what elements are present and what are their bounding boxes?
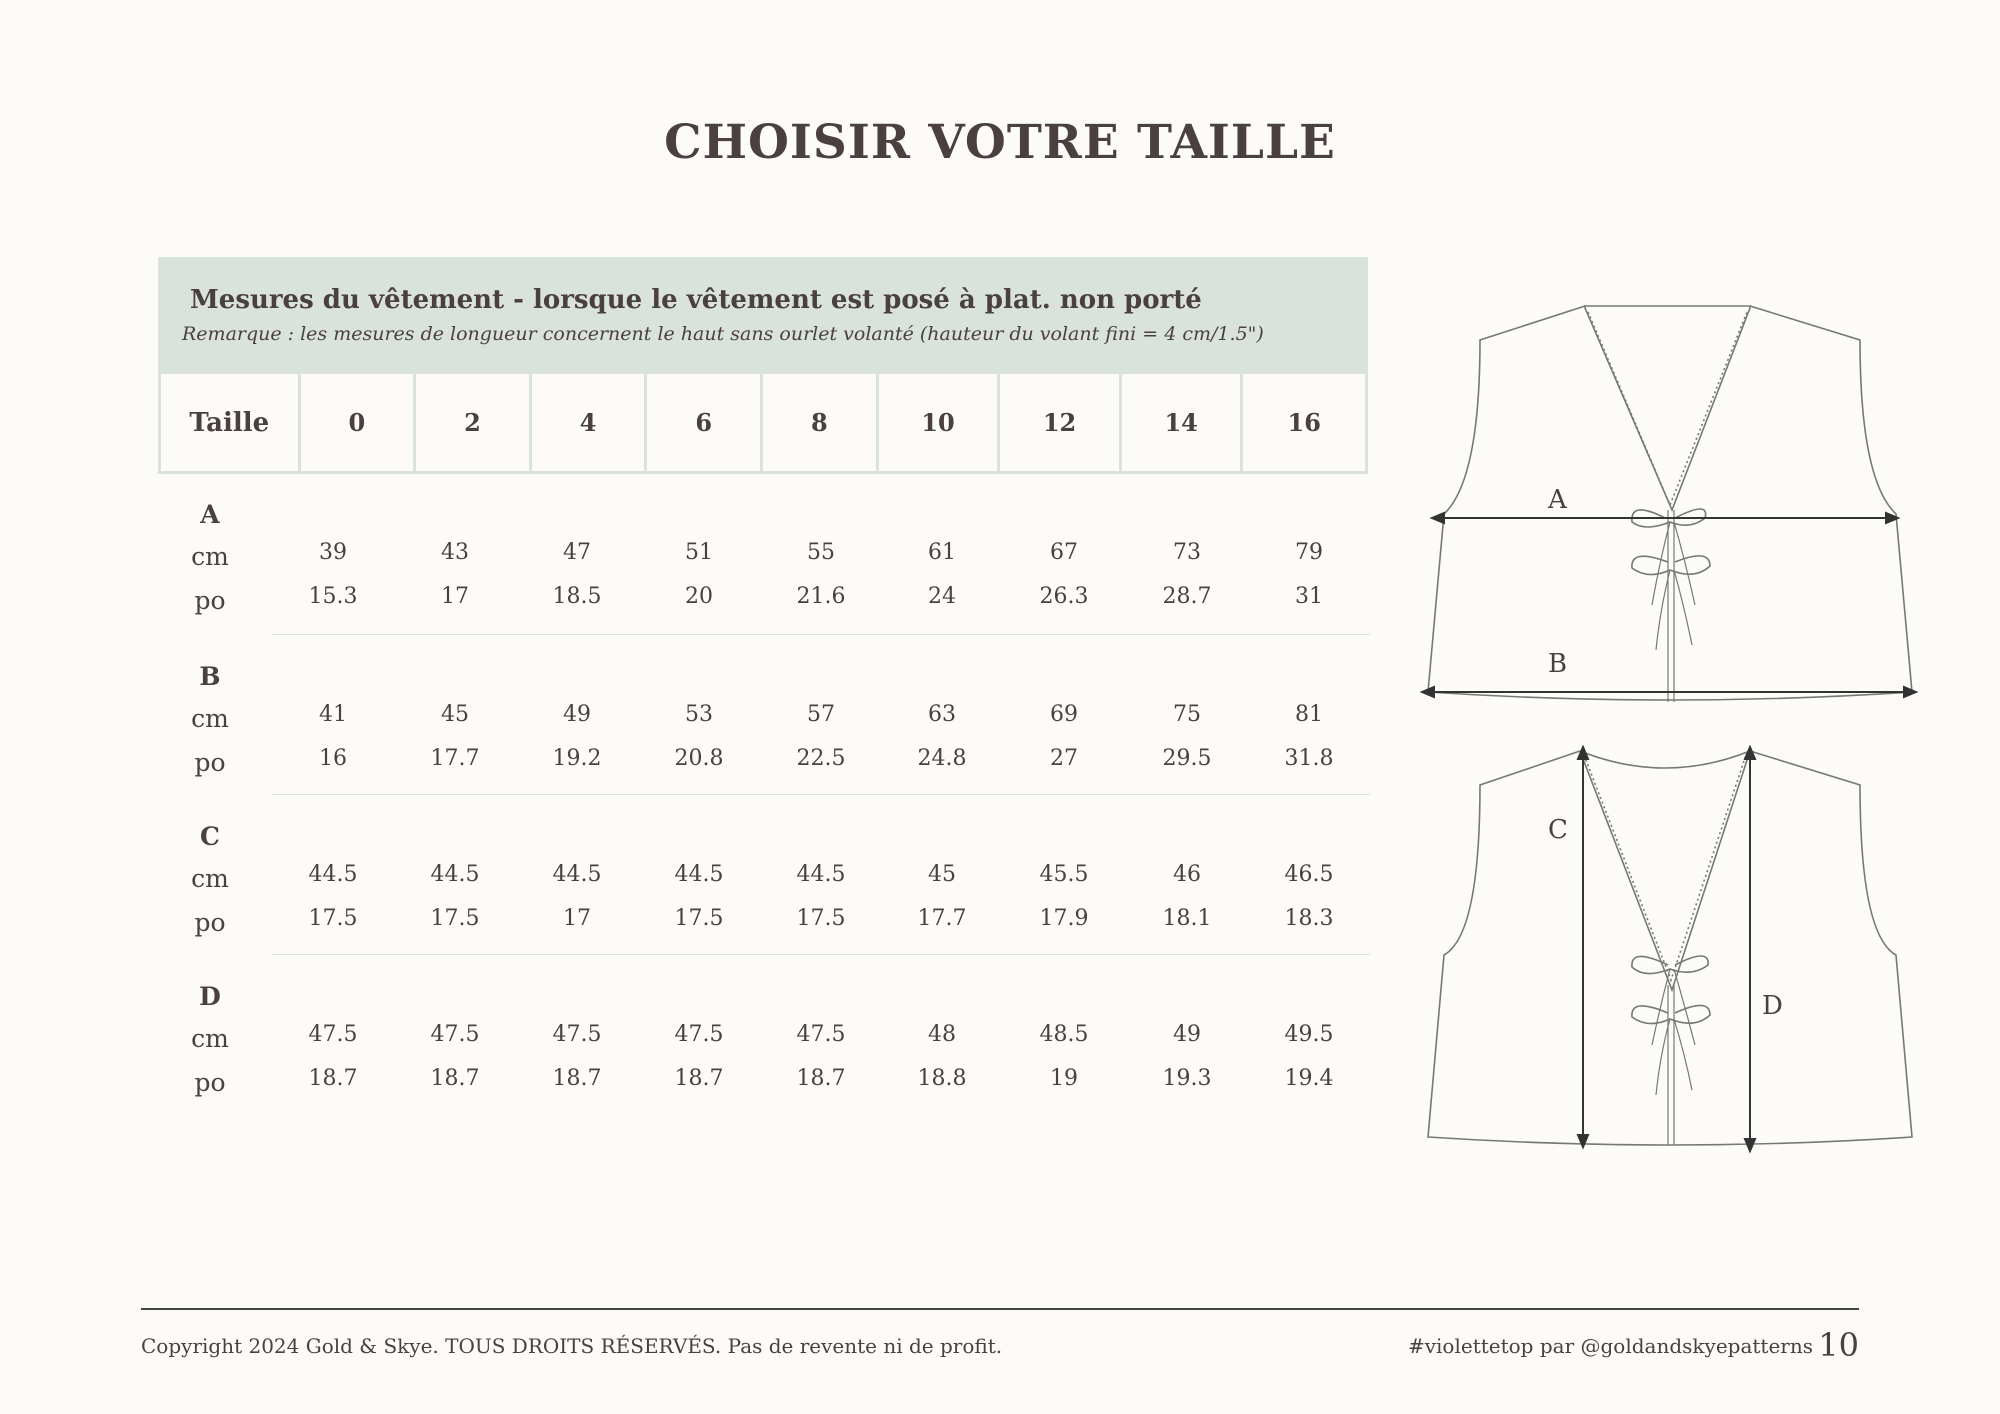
in-value: 19.4 [1284,1066,1334,1091]
cm-value: 73 [1173,540,1201,565]
footer-divider [141,1308,1859,1310]
in-value: 17.5 [430,906,480,931]
in-value: 17.7 [430,746,480,771]
garment-diagram-top [1420,300,1920,710]
unit-in-label: po [194,1068,226,1097]
cm-value: 39 [319,540,347,565]
size-cell: 14 [1122,374,1244,471]
footer-hashtag: #violettetop par @goldandskyepatterns [1407,1334,1813,1358]
in-value: 18.1 [1162,906,1212,931]
in-value: 20.8 [674,746,724,771]
in-value: 21.6 [796,584,846,609]
cm-value: 49 [563,702,591,727]
size-cell: 0 [301,374,417,471]
cm-value: 79 [1295,540,1323,565]
unit-in-label: po [194,586,226,615]
unit-cm-label: cm [191,704,229,733]
measurement-letter: A [200,500,220,529]
size-row [158,374,1368,474]
cm-value: 75 [1173,702,1201,727]
in-value: 20 [685,584,713,609]
cm-value: 48 [928,1022,956,1047]
in-value: 16 [319,746,347,771]
size-cell: 10 [879,374,1001,471]
size-cell: 2 [416,374,532,471]
unit-in-label: po [194,908,226,937]
page-title: CHOISIR VOTRE TAILLE [664,115,1336,170]
size-cell: 16 [1287,408,1321,437]
in-value: 28.7 [1162,584,1212,609]
unit-in-label: po [194,748,226,777]
label-b: B [1548,649,1568,679]
cm-value: 46.5 [1284,862,1334,887]
cm-value: 67 [1050,540,1078,565]
in-value: 31 [1295,584,1323,609]
cm-value: 57 [807,702,835,727]
size-cell: 12 [1000,374,1122,471]
in-value: 18.7 [796,1066,846,1091]
in-value: 24.8 [917,746,967,771]
in-value: 19.3 [1162,1066,1212,1091]
footer-copyright: Copyright 2024 Gold & Skye. TOUS DROITS RÉSERVÉS. Pas de revente ni de profit. [141,1334,1003,1358]
in-value: 19.2 [552,746,602,771]
in-value: 17.9 [1039,906,1089,931]
measurement-letter: D [199,982,221,1011]
cm-value: 55 [807,540,835,565]
table-header [158,257,1368,374]
in-value: 18.7 [552,1066,602,1091]
in-value: 18.7 [430,1066,480,1091]
cm-value: 47.5 [308,1022,358,1047]
cm-value: 63 [928,702,956,727]
table-header-title: Mesures du vêtement - lorsque le vêtement est posé à plat. non porté [190,285,1202,315]
in-value: 18.5 [552,584,602,609]
cm-value: 45.5 [1039,862,1089,887]
unit-cm-label: cm [191,864,229,893]
row-divider [272,634,1370,635]
in-value: 18.3 [1284,906,1334,931]
in-value: 24 [928,584,956,609]
in-value: 19 [1050,1066,1078,1091]
table-header-note: Remarque : les mesures de longueur concernent le haut sans ourlet volanté (hauteur du volant fini = 4 cm/1.5") [182,323,1264,345]
cm-value: 44.5 [552,862,602,887]
unit-cm-label: cm [191,1024,229,1053]
in-value: 15.3 [308,584,358,609]
size-cell: 6 [647,374,763,471]
cm-value: 44.5 [674,862,724,887]
cm-value: 48.5 [1039,1022,1089,1047]
in-value: 18.7 [674,1066,724,1091]
cm-value: 53 [685,702,713,727]
cm-value: 51 [685,540,713,565]
cm-value: 49 [1173,1022,1201,1047]
cm-value: 47.5 [430,1022,480,1047]
in-value: 22.5 [796,746,846,771]
cm-value: 41 [319,702,347,727]
in-value: 17.5 [796,906,846,931]
page-number: 10 [1818,1326,1859,1364]
in-value: 26.3 [1039,584,1089,609]
in-value: 17 [441,584,469,609]
in-value: 17.5 [674,906,724,931]
cm-value: 47.5 [674,1022,724,1047]
cm-value: 61 [928,540,956,565]
cm-value: 43 [441,540,469,565]
in-value: 18.8 [917,1066,967,1091]
measurement-letter: B [199,662,221,691]
in-value: 17 [563,906,591,931]
cm-value: 47.5 [552,1022,602,1047]
size-cell: 8 [763,374,879,471]
garment-diagram-bottom [1420,745,1920,1155]
row-divider [272,954,1370,955]
in-value: 18.7 [308,1066,358,1091]
cm-value: 47.5 [796,1022,846,1047]
size-label: Taille [161,374,301,471]
row-divider [272,794,1370,795]
cm-value: 47 [563,540,591,565]
cm-value: 44.5 [308,862,358,887]
cm-value: 46 [1173,862,1201,887]
cm-value: 44.5 [796,862,846,887]
in-value: 29.5 [1162,746,1212,771]
size-cell: 4 [532,374,648,471]
in-value: 27 [1050,746,1078,771]
cm-value: 69 [1050,702,1078,727]
cm-value: 49.5 [1284,1022,1334,1047]
cm-value: 81 [1295,702,1323,727]
label-a: A [1548,485,1567,515]
measurement-letter: C [200,822,220,851]
cm-value: 45 [441,702,469,727]
in-value: 17.5 [308,906,358,931]
cm-value: 44.5 [430,862,480,887]
in-value: 31.8 [1284,746,1334,771]
label-d: D [1762,991,1783,1021]
in-value: 17.7 [917,906,967,931]
cm-value: 45 [928,862,956,887]
unit-cm-label: cm [191,542,229,571]
label-c: C [1548,815,1568,845]
